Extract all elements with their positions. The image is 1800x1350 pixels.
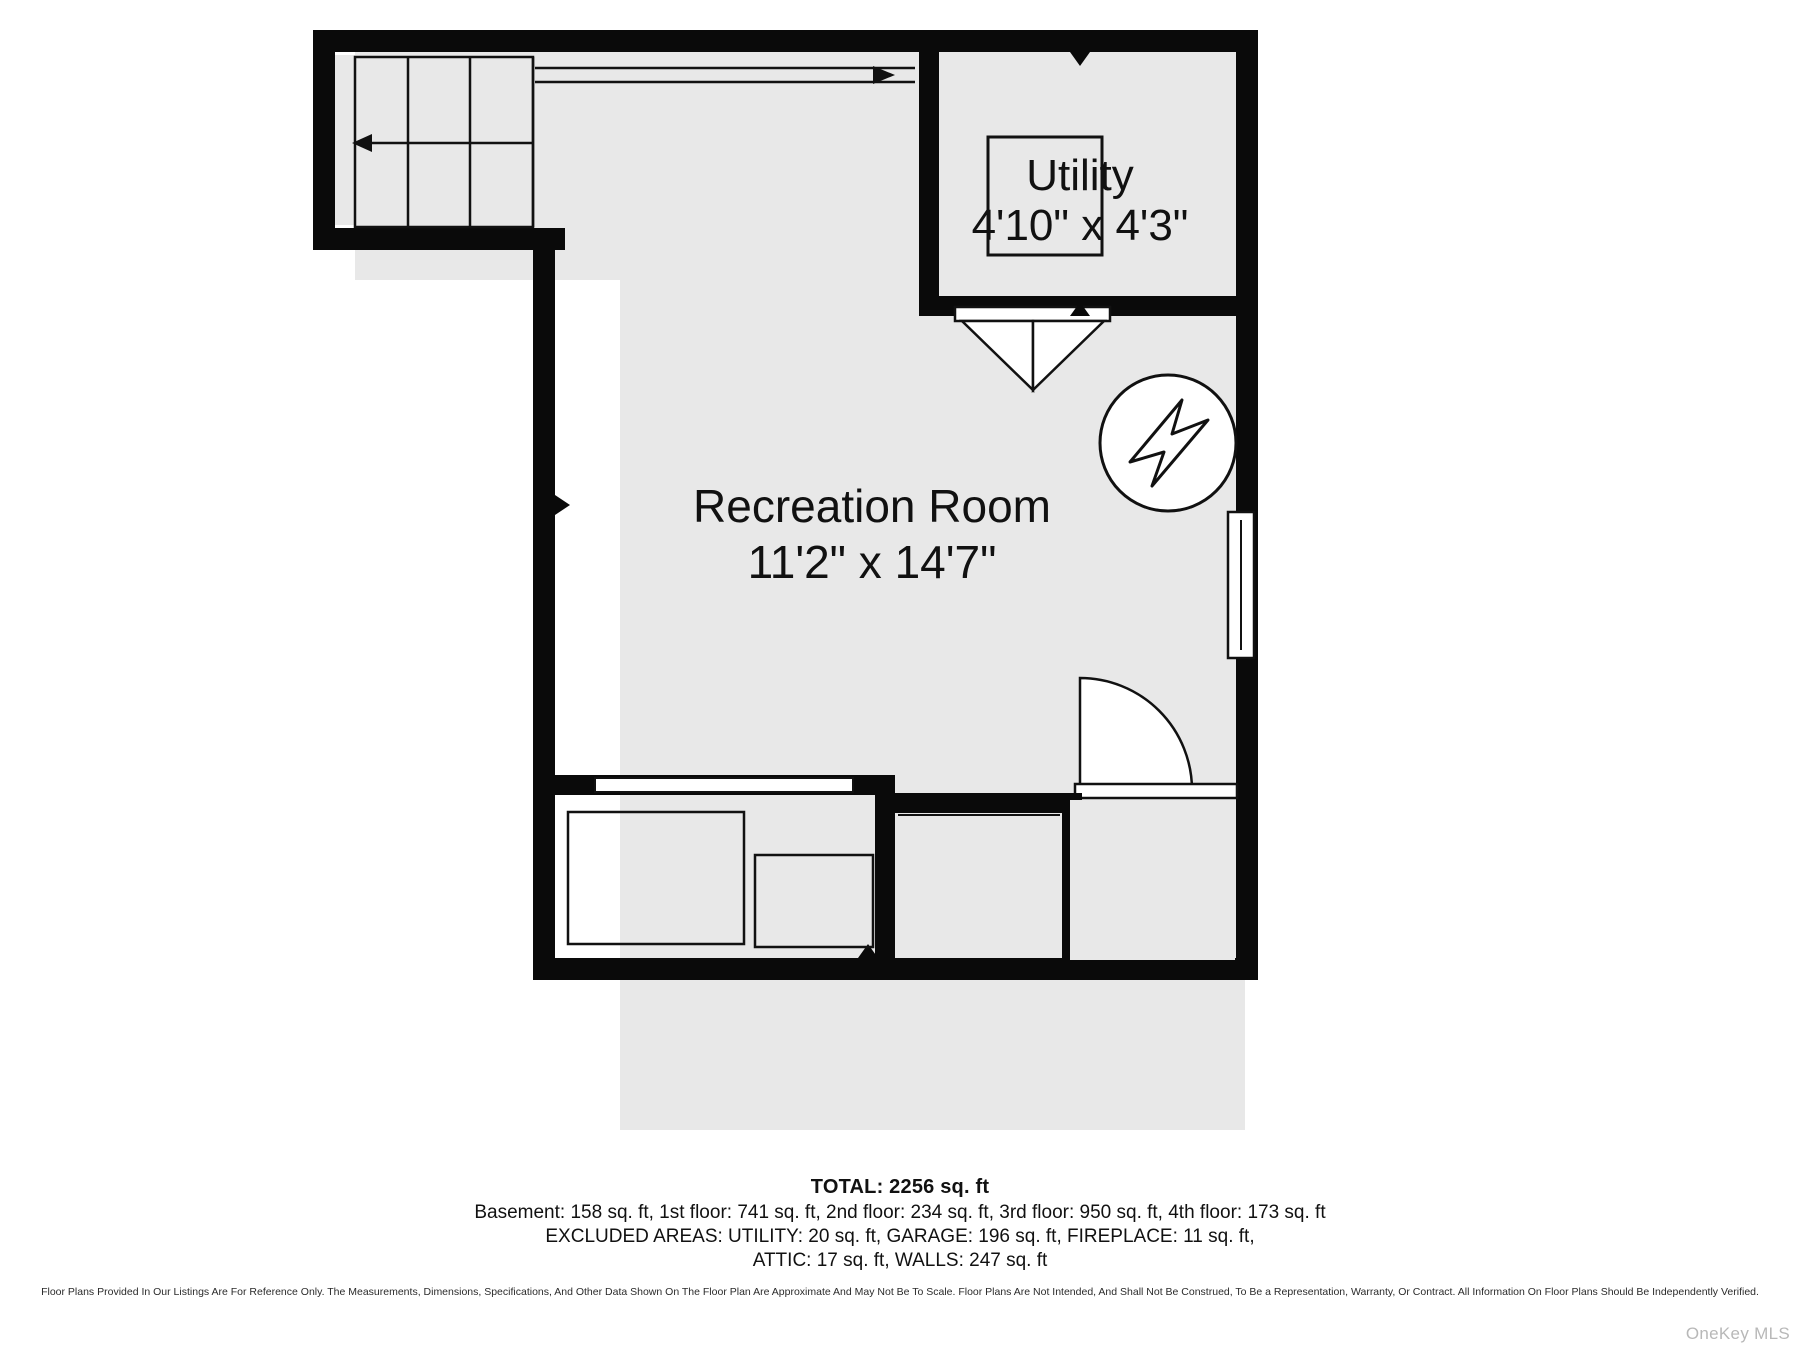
wall-top	[313, 30, 1258, 52]
utility-room-dimensions: 4'10" x 4'3"	[971, 201, 1189, 250]
disclaimer-text: Floor Plans Provided In Our Listings Are For Reference Only. The Measurements, Dimensions, Specifications, And Other Data Shown On The Floor Plan Are Approximate And May Not Be To Scale. Floor Plans Are Not Intended, And Shall Not Be Construed, To Be a Representation, Warranty, Or Contract. All Information On Floor Plans Should Be Independently Verified.	[41, 1286, 1759, 1298]
excluded-areas-label-2: ATTIC: 17 sq. ft, WALLS: 247 sq. ft	[752, 1250, 1048, 1272]
fixture-fill-lower-right	[1070, 800, 1235, 960]
door-leaf-rec	[1075, 784, 1237, 798]
window-icon-lower-left	[595, 778, 853, 792]
arrow-icon-rec-left	[555, 495, 570, 515]
wall-bottom	[533, 958, 1258, 980]
stairs-icon	[352, 57, 533, 227]
wall-stair-bottom	[313, 228, 565, 250]
fixture-fill-lower-mid	[898, 815, 1060, 958]
utility-room-name: Utility	[1026, 151, 1134, 200]
total-area-label: TOTAL: 2256 sq. ft	[810, 1176, 990, 1198]
excluded-areas-label: EXCLUDED AREAS: UTILITY: 20 sq. ft, GARAGE: 196 sq. ft, FIREPLACE: 11 sq. ft,	[545, 1225, 1255, 1247]
watermark-logo: OneKey MLS	[1685, 1324, 1790, 1343]
area-summary	[0, 1175, 1800, 1274]
floor-breakdown-label: Basement: 158 sq. ft, 1st floor: 741 sq. ft, 2nd floor: 234 sq. ft, 3rd floor: 950 sq. ft, 4th floor: 173 sq. ft	[474, 1201, 1326, 1223]
wall-left-upper	[313, 30, 335, 230]
wall-left-lower	[533, 228, 555, 980]
recreation-room-dimensions: 11'2" x 14'7"	[747, 536, 997, 588]
recreation-room-name: Recreation Room	[693, 480, 1051, 532]
wall-lower-mid-top	[895, 793, 1065, 813]
lightning-bolt-icon	[1100, 375, 1236, 511]
window-icon-right	[1228, 512, 1254, 658]
wall-lower-left-right	[875, 775, 895, 980]
